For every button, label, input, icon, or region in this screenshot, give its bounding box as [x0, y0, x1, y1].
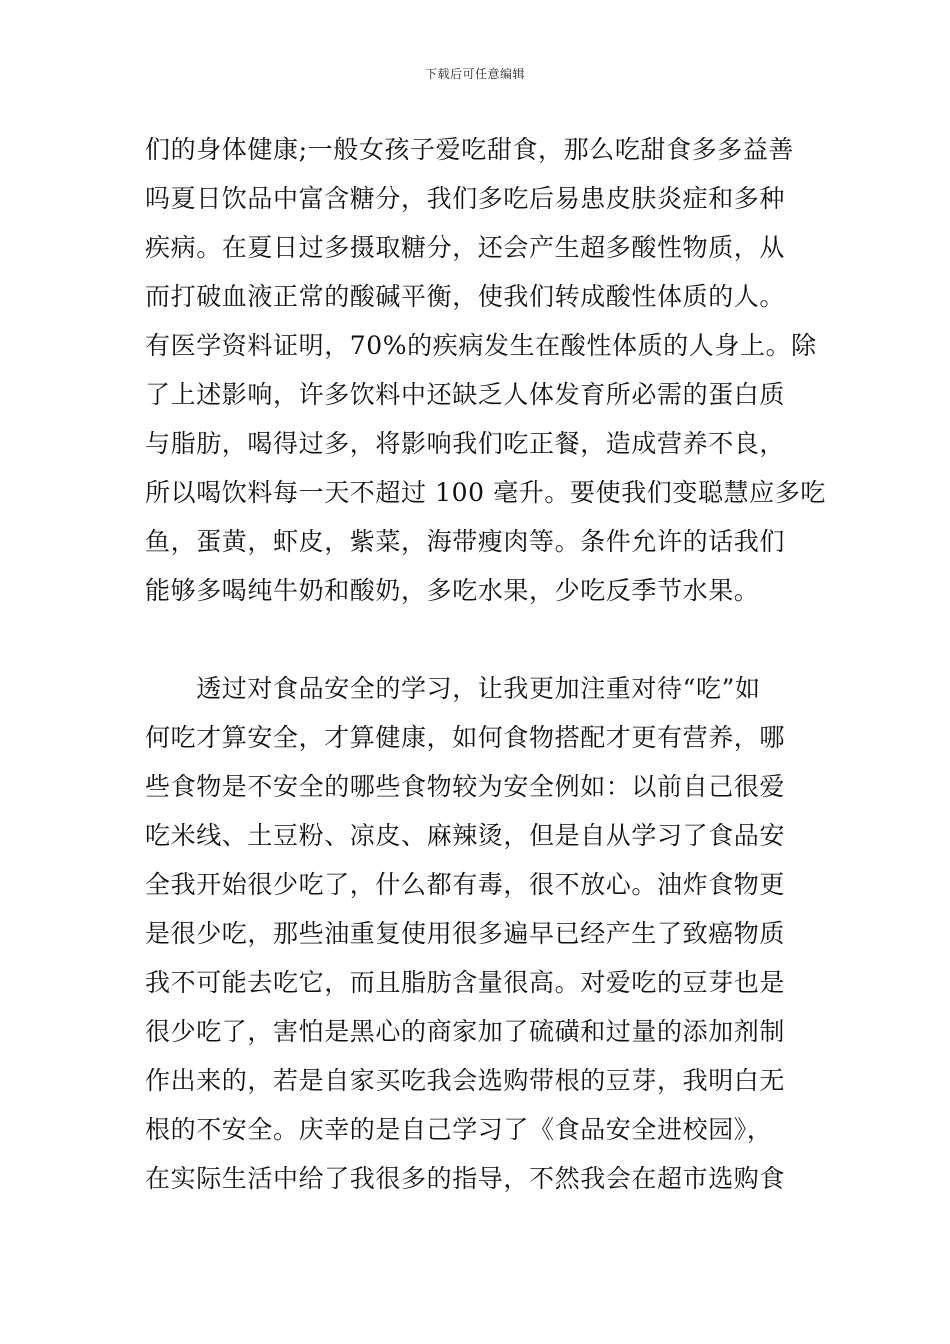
text-line: 有医学资料证明，70%的疾病发生在酸性体质的人身上。除 [145, 331, 817, 360]
text-line: 所以喝饮料每一天不超过 100 毫升。要使我们变聪慧应多吃 [145, 478, 827, 507]
text-line: 透过对食品安全的学习，让我更加注重对待“吃”如 [145, 674, 761, 703]
document-body [145, 125, 827, 1203]
paragraph-1 [145, 125, 827, 615]
text-line: 能够多喝纯牛奶和酸奶，多吃水果，少吃反季节水果。 [145, 576, 760, 605]
text-line: 吗夏日饮品中富含糖分，我们多吃后易患皮肤炎症和多种 [145, 184, 786, 213]
paragraph-gap [145, 615, 810, 664]
text-line: 很少吃了，害怕是黑心的商家加了硫磺和过量的添加剂制 [145, 1017, 786, 1046]
text-line: 而打破血液正常的酸碱平衡，使我们转成酸性体质的人。 [145, 282, 786, 311]
text-line: 与脂肪，喝得过多，将影响我们吃正餐，造成营养不良， [145, 429, 786, 458]
header-note: 下载后可任意编辑 [424, 67, 525, 81]
text-line: 根的不安全。庆幸的是自己学习了《食品安全进校园》， [145, 1115, 773, 1144]
text-line: 疾病。在夏日过多摄取糖分，还会产生超多酸性物质，从 [145, 233, 786, 262]
text-line: 我不可能去吃它，而且脂肪含量很高。对爱吃的豆芽也是 [145, 968, 786, 997]
text-line: 们的身体健康;一般女孩子爱吃甜食，那么吃甜食多多益善 [145, 135, 795, 164]
paragraph-2 [145, 664, 810, 1203]
text-line: 作出来的，若是自家买吃我会选购带根的豆芽，我明白无 [145, 1066, 786, 1095]
text-line: 鱼，蛋黄，虾皮，紫菜，海带瘦肉等。条件允许的话我们 [145, 527, 786, 556]
text-line: 在实际生活中给了我很多的指导，不然我会在超市选购食 [145, 1164, 786, 1193]
text-line: 了上述影响，许多饮料中还缺乏人体发育所必需的蛋白质 [145, 380, 786, 409]
text-line: 吃米线、土豆粉、凉皮、麻辣烫，但是自从学习了食品安 [145, 821, 786, 850]
text-line: 何吃才算安全，才算健康，如何食物搭配才更有营养，哪 [145, 723, 786, 752]
text-line: 全我开始很少吃了，什么都有毒，很不放心。油炸食物更 [145, 870, 786, 899]
text-line: 是很少吃，那些油重复使用很多遍早已经产生了致癌物质 [145, 919, 786, 948]
text-line: 些食物是不安全的哪些食物较为安全例如：以前自己很爱 [145, 772, 786, 801]
